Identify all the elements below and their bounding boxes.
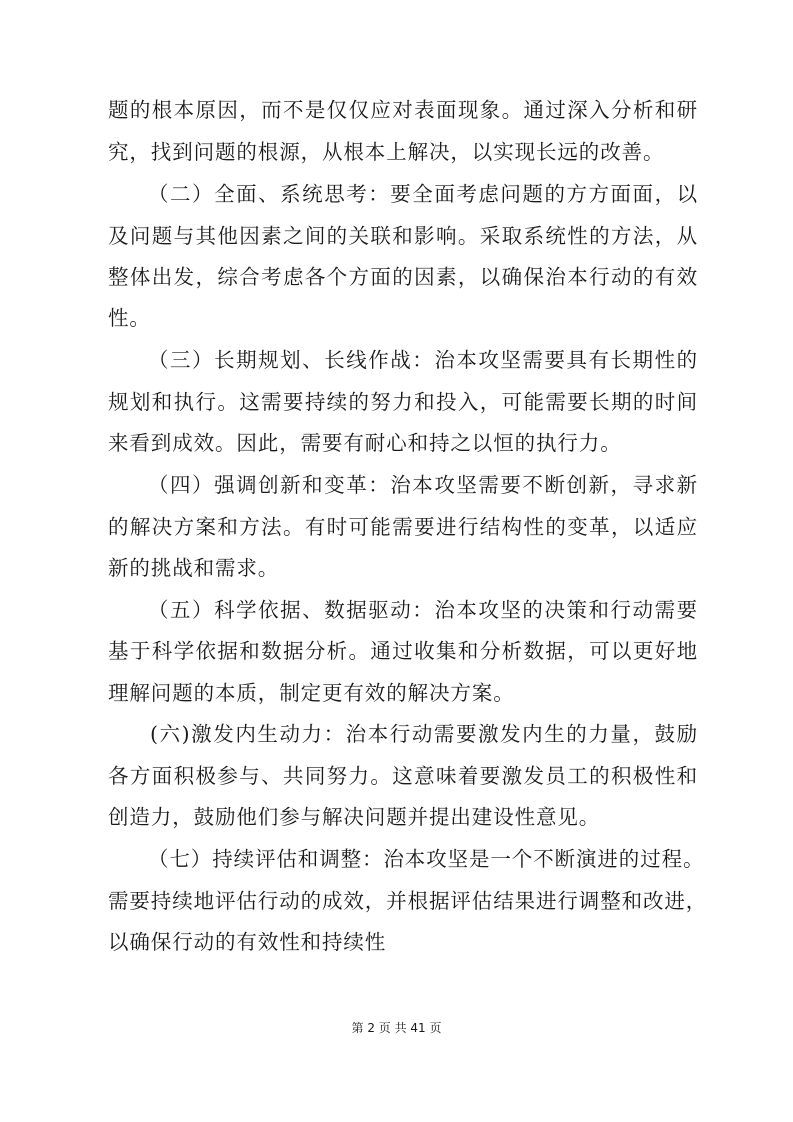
- text-line: 基于科学依据和数据分析。通过收集和分析数据，可以更好地: [108, 639, 698, 663]
- text-line: （三）长期规划、长线作战：治本攻坚需要具有长期性的: [148, 348, 698, 372]
- text-line: 各方面积极参与、共同努力。这意味着要激发员工的积极性和: [108, 764, 698, 788]
- text-line: 理解问题的本质，制定更有效的解决方案。: [108, 681, 515, 705]
- text-line: 以确保行动的有效性和持续性: [108, 930, 387, 954]
- text-line: 规划和执行。这需要持续的努力和投入，可能需要长期的时间: [108, 390, 698, 414]
- text-line: 整体出发，综合考虑各个方面的因素，以确保治本行动的有效: [108, 265, 698, 289]
- text-line: （四）强调创新和变革：治本攻坚需要不断创新，寻求新: [148, 473, 698, 497]
- text-line: （七）持续评估和调整：治本攻坚是一个不断演进的过程。: [148, 847, 705, 871]
- text-line: 需要持续地评估行动的成效，并根据评估结果进行调整和改进，: [108, 889, 708, 913]
- text-line: 性。: [108, 306, 151, 330]
- text-line: 新的挑战和需求。: [108, 556, 280, 580]
- text-line: 创造力，鼓励他们参与解决问题并提出建设性意见。: [108, 805, 601, 829]
- text-line: 的解决方案和方法。有时可能需要进行结构性的变革，以适应: [108, 515, 698, 539]
- text-line: 及问题与其他因素之间的关联和影响。采取系统性的方法，从: [108, 224, 698, 248]
- text-line: (六)激发内生动力：治本行动需要激发内生的力量，鼓励: [150, 722, 698, 746]
- text-line: 题的根本原因，而不是仅仅应对表面现象。通过深入分析和研: [108, 98, 698, 122]
- text-line: （二）全面、系统思考：要全面考虑问题的方方面面，以: [148, 182, 698, 206]
- text-line: （五）科学依据、数据驱动：治本攻坚的决策和行动需要: [148, 598, 698, 622]
- page-number-footer: 第 2 页 共 41 页: [351, 1021, 442, 1035]
- text-line: 来看到成效。因此，需要有耐心和持之以恒的执行力。: [108, 431, 622, 455]
- text-line: 究，找到问题的根源，从根本上解决，以实现长远的改善。: [108, 140, 665, 164]
